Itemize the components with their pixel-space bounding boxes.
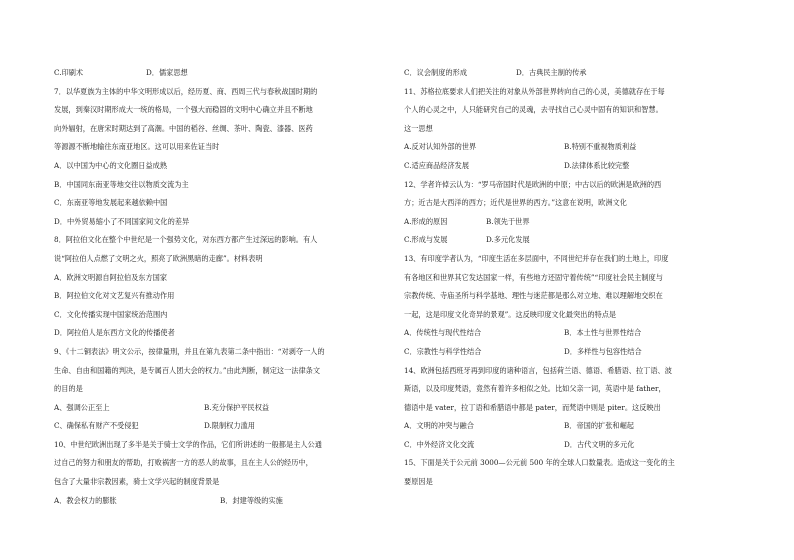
q12-stem-line: 方；近古是大西洋的西方；近代是世界的西方。”这意在说明，欧洲文化	[404, 198, 627, 208]
q7-option-a: A．以中国为中心的文化圈日益成熟	[54, 160, 168, 170]
q9-options-row	[54, 417, 394, 436]
q7-stem-line: 7．以华夏族为主体的中华文明形成以后，经历夏、商、西周三代与春秋战国时期的	[54, 86, 318, 96]
q14-stem-line: 德语中是 vater，拉丁语和希腊语中都是 pater，而梵语中则是 piter。这反映出	[404, 402, 661, 412]
q13-options-row	[404, 343, 754, 362]
q9-stem-line: 的目的是	[54, 384, 83, 394]
q8-option-a: A．欧洲文明源自阿拉伯及东方国家	[54, 272, 168, 282]
q10-stem-line: 过自己的努力和朋友的帮助，打败祸害一方的恶人的故事，且在主人公的经历中，	[54, 458, 313, 468]
q10-stem-line: 10、中世纪欧洲出现了多半是关于骑士文学的作品，它们所讲述的一般都是主人公通	[54, 439, 322, 449]
q11-option-c: C.适应商品经济发展	[404, 160, 470, 170]
q13-option-b: B．本土性与世界性结合	[564, 328, 642, 338]
q11-options-row	[404, 157, 754, 176]
q13-options-row	[404, 324, 754, 343]
q9-option-d: D.限制权力滥用	[204, 421, 255, 431]
q6-options-row	[54, 64, 394, 83]
q7-stem-line: 向外辐射，在唐宋时期达到了高潮。中国的稻谷、丝绸、茶叶、陶瓷、漆器、医药	[54, 123, 313, 133]
q13-stem-line: 一起，这是印度文化奇异的景观”。这反映印度文化最突出的特点是	[404, 309, 617, 319]
q11-option-b: B.特别不重视物质利益	[564, 142, 637, 152]
q7-option-c: C．东南亚等地发展起来越依赖中国	[54, 198, 168, 208]
q14-option-a: A．文明的冲突与融合	[404, 421, 474, 431]
q15-stem-line: 15、下面是关于公元前 3000—公元前 500 年的全球人口数量表。造成这一变化的主	[404, 458, 675, 468]
q6-option-d: D．儒家思想	[146, 68, 188, 77]
q13-stem-line: 有各地区和世界其它发达国家一样，有些地方还固守着传统”“印度社会民主制度与	[404, 272, 663, 282]
q11-option-a: A.反对认知外部的世界	[404, 142, 477, 152]
q11-stem-line: 个人的心灵之中，人只能研究自己的灵魂，去寻找自己心灵中固有的知识和智慧。	[404, 105, 663, 115]
q9-option-b: B.充分保护平民权益	[204, 402, 270, 412]
q12-option-a: A.形成的原因	[404, 216, 448, 226]
q12-option-c: C.形成与发展	[404, 235, 448, 245]
q7-stem-line: 等源源不断地输往东南亚地区。这可以用来佐证当时	[54, 142, 220, 152]
q9-stem-line: 9、《十二铜表法》明文公示，按律量刑，并且在第九表第二条中指出：“对剥夺一人的	[54, 346, 325, 356]
q10-option-b: B．封建等级的实施	[220, 495, 283, 505]
q10-stem-line: 包含了大量非宗教因素，骑士文学兴起的制度背景是	[54, 477, 220, 487]
q7-option-b: B．中国同东南亚等地交往以物质交流为主	[54, 179, 189, 189]
q14-stem-line: 斯语，以及印度梵语，竟然有着许多相似之处。比如父亲一词，英语中是 father，	[404, 384, 666, 394]
q11-options-row	[404, 138, 754, 157]
q6-option-c: C.印刷术	[54, 68, 84, 77]
q8-option-b: B．阿拉伯文化对文艺复兴有推动作用	[54, 291, 175, 301]
q13-option-a: A．传统性与现代性结合	[404, 328, 482, 338]
q12-options-row	[404, 231, 754, 250]
q8-option-d: D．阿拉伯人是东西方文化的传播使者	[54, 328, 175, 338]
q8-option-c: C．文化传播实现中国家统治范围内	[54, 309, 168, 319]
q10-options-row-cont	[404, 64, 754, 83]
q13-option-d: D．多样性与包容性结合	[564, 346, 642, 356]
q14-option-c: C．中外经济文化交流	[404, 439, 475, 449]
q10-option-c: C．议会制度的形成	[404, 68, 468, 77]
q12-option-b: B.领先于世界	[486, 216, 530, 226]
q14-options-row	[404, 436, 754, 455]
q12-options-row	[404, 213, 754, 232]
q11-stem-line: 11、苏格拉底要求人们把关注的对象从外部世界转向自己的心灵，美德就存在于每	[404, 86, 665, 96]
q9-options-row	[54, 399, 394, 418]
q7-stem-line: 发展，到秦汉时期形成大一统的格局，一个强大而稳固的文明中心确立并且不断地	[54, 105, 313, 115]
q12-stem-line: 12、学者许倬云认为：“罗马帝国时代是欧洲的中原；中古以后的欧洲是欧洲的西	[404, 179, 662, 189]
q9-option-c: C、确保私有财产不受侵犯	[54, 421, 139, 431]
q11-stem-line: 这一思想	[404, 123, 433, 133]
q14-options-row	[404, 417, 754, 436]
right-column	[404, 64, 754, 492]
q13-option-c: C．宗教性与科学性结合	[404, 346, 482, 356]
q10-options-row	[54, 492, 394, 511]
q14-stem-line: 14、欧洲包括西班牙再到印度的诸种语言，包括荷兰语、德语、希腊语、拉丁语、波	[404, 365, 672, 375]
q15-stem-line: 要原因是	[404, 477, 433, 487]
q10-option-d: D．古典民主制的传承	[516, 68, 587, 77]
q14-option-b: B．帝国的扩张和崛起	[564, 421, 634, 431]
q7-option-d: D．中外贸易缩小了不同国家间文化的差异	[54, 216, 190, 226]
q8-stem-line: 说“阿拉伯人点燃了文明之火，照亮了欧洲黑暗的走廊”。材料表明	[54, 253, 263, 263]
q11-option-d: D.法律体系比较完整	[564, 160, 630, 170]
q12-option-d: D.多元化发展	[486, 235, 530, 245]
q14-option-d: D．古代文明的多元化	[564, 439, 635, 449]
q13-stem-line: 13、有印度学者认为，“印度生活在多层面中，不同世纪并存在我们的土地上，印度	[404, 253, 669, 263]
left-column	[54, 64, 394, 510]
q10-option-a: A．教会权力的膨胀	[54, 495, 117, 505]
q9-option-a: A、强调公正至上	[54, 402, 110, 412]
q9-stem-line: 生命、自由和国籍的判决，是专属百人团大会的权力。”由此判断，制定这一法律条文	[54, 365, 321, 375]
q13-stem-line: 宗教传统、寺庙圣所与科学基地、理性与迷茫都是那么对立地、难以理解地交织在	[404, 291, 663, 301]
q8-stem-line: 8．阿拉伯文化在整个中世纪是一个强势文化，对东西方都产生过深远的影响。有人	[54, 235, 318, 245]
